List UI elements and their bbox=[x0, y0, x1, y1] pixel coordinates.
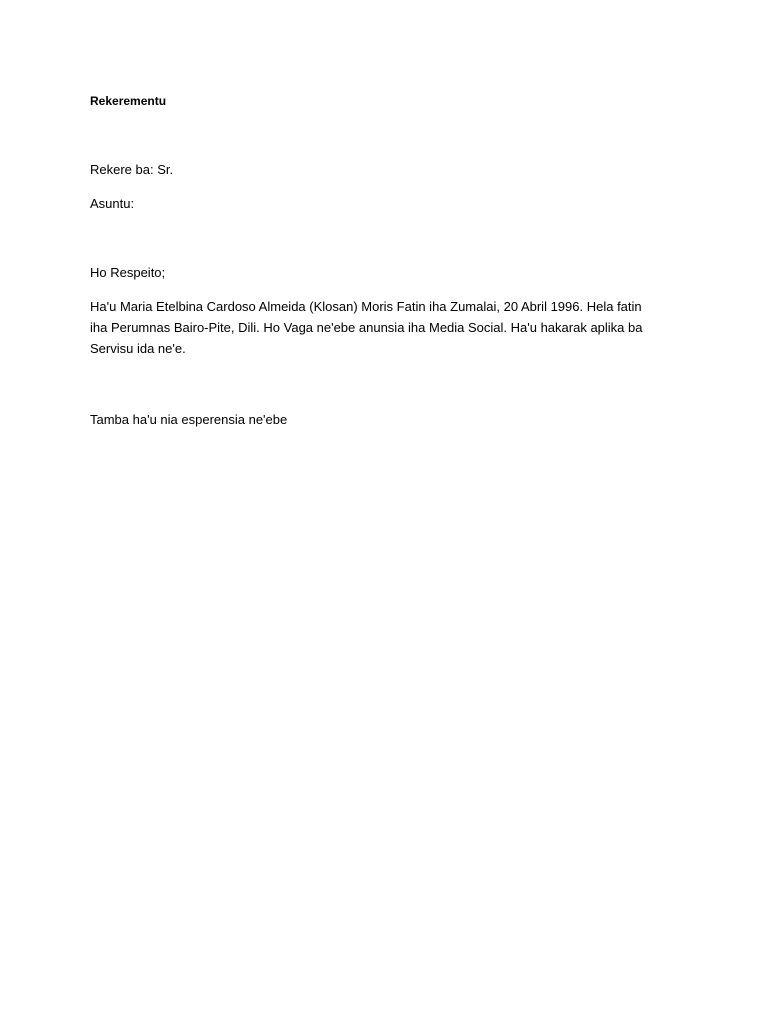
document-title: Rekerementu bbox=[90, 94, 167, 108]
body-paragraph bbox=[90, 296, 690, 359]
subject-line: Asuntu: bbox=[90, 196, 135, 211]
paragraph-line: Ha'u Maria Etelbina Cardoso Almeida (Klosan) Moris Fatin iha Zumalai, 20 Abril 1996. Hela fatin bbox=[90, 299, 642, 314]
paragraph-line: Servisu ida ne'e. bbox=[90, 341, 186, 356]
paragraph-line: iha Perumnas Bairo-Pite, Dili. Ho Vaga ne'ebe anunsia iha Media Social. Ha'u hakarak aplika ba bbox=[90, 320, 643, 335]
recipient-line: Rekere ba: Sr. bbox=[90, 162, 174, 177]
closing-line: Tamba ha'u nia esperensia ne'ebe bbox=[90, 412, 288, 427]
greeting-line: Ho Respeito; bbox=[90, 265, 166, 280]
